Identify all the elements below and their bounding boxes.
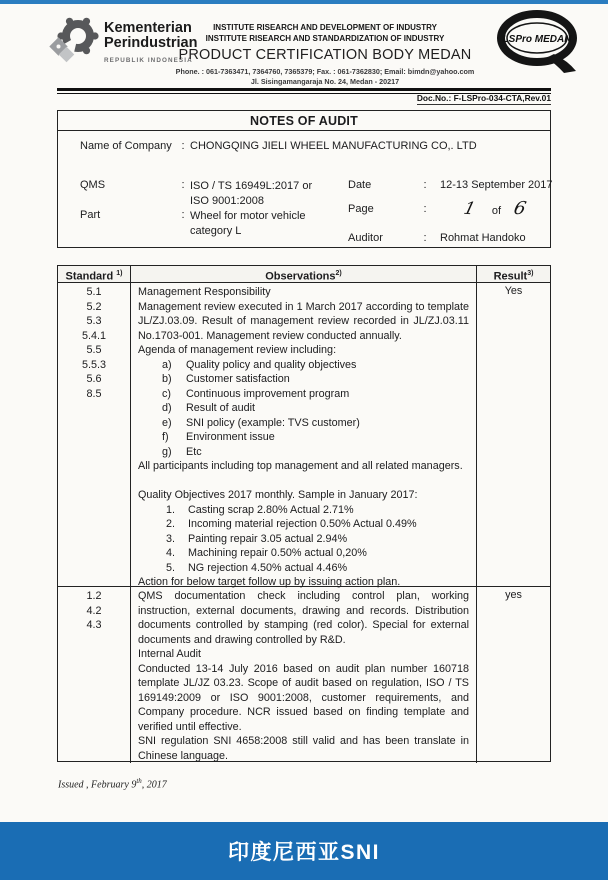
qms-value-line2: ISO 9001:2008 [190,195,265,207]
colon: : [181,179,185,191]
institute-line2: INSTITUTE RISEARCH AND STANDARDIZATION OF INDUSTRY [205,33,445,43]
audit-observations-table [57,265,551,762]
list-item: b) Customer satisfaction [162,373,290,385]
observation-paragraph: QMS documentation check including control plan, working instruction, external documents, drawing and records. Distribution documents controlled by stamping (red color). Special for external documents and drawing controlled by R&D. [138,590,469,646]
footnote-ref-2: 2) [335,270,342,277]
contact-line: Phone. : 061-7363471, 7364760, 7365379; Fax. : 061-7362830; Email: bimdn@yahoo.com [175,67,475,76]
standard-ref: 5.5.3 [81,358,106,371]
list-item: c) Continuous improvement program [162,387,350,400]
footnote-ref-3: 3) [527,270,534,277]
auditor-value: Rohmat Handoko [440,232,526,244]
lspro-medan-stamp-icon [494,8,584,76]
list-item: 4. Machining repair 0.50% actual 0,20% [166,547,367,559]
colon: : [423,232,427,244]
blank-line [138,474,469,489]
result-cell: yes [505,589,522,601]
table-row [58,283,550,587]
kemenperin-gear-icon [44,13,102,71]
standard-refs [58,283,131,590]
list-item: f) Environment issue [162,431,275,443]
handwritten-page-number: 1 [461,198,478,220]
observation-paragraph: Management review executed in 1 March 2017 according to template JL/ZJ.03.09. Result of management review recorded in JL/ZJ.03.11 No.1703-001. Management review conducted annually. [138,300,469,342]
standard-ref: 4.2 [86,604,102,617]
letterhead-center [172,23,478,86]
audit-info-fields [58,131,553,246]
page-value [440,197,529,220]
column-header-observations: Observations$^{2)}$ [131,266,477,282]
colon: : [181,209,185,221]
certification-body-name: PRODUCT CERTIFICATION BODY MEDAN [178,47,472,63]
qms-label: QMS [80,179,106,191]
observations-cell [131,283,477,590]
observation-paragraph: Action for below target follow up by issuing action plan. [138,576,401,588]
field-date [348,179,553,191]
observation-heading: Management Responsibility [138,286,271,298]
top-border-strip [0,0,608,4]
bottom-banner [0,822,608,880]
ministry-subtitle: REPUBLIK INDONESIA [104,57,193,64]
part-value [190,209,306,239]
colon: : [423,203,427,215]
issued-year: , 2017 [141,779,167,791]
field-page [348,197,529,220]
issued-ordinal: th [136,777,142,785]
company-label: Name of Company [80,140,172,152]
colon: : [181,140,185,152]
part-label: Part [80,209,101,221]
list-item: 2. Incoming material rejection 0.50% Actual 0.49% [166,518,417,530]
ministry-line2: Perindustrian [104,35,198,51]
observation-paragraph: Quality Objectives 2017 monthly. Sample in January 2017: [138,489,418,501]
company-value: CHONGQING JIELI WHEEL MANUFACTURING CO,. LTD [190,140,477,152]
date-value: 12-13 September 2017 [440,179,553,191]
standard-ref: 5.6 [86,373,102,385]
qms-value-line1: ISO / TS 16949L:2017 or [190,180,313,192]
issued-date-line [58,777,167,790]
table-header-row [58,266,550,283]
standard-ref: 8.5 [86,387,102,400]
handwritten-page-total: 6 [511,197,529,220]
standard-ref: 5.5 [86,344,102,356]
standard-ref: 4.3 [86,619,102,631]
qms-value [190,179,312,209]
audit-info-box [57,110,551,248]
observation-paragraph: Conducted 13-14 July 2016 based on audit plan number 160718 template JL/JZ 03.23. Scope of audit based on regulation, ISO / TS 169149:2009 or ISO 9001:2008, customer requirements, and Company procedure. NCR issued based on finding template and verified until effective. [138,662,469,733]
auditor-label: Auditor [348,232,383,244]
document-title: NOTES OF AUDIT [58,111,550,131]
page-label: Page [348,203,374,215]
standard-ref: 5.4.1 [81,329,106,342]
page-of-word: of [491,205,502,217]
institute-line1: INSTITUTE RISEARCH AND DEVELOPMENT OF INDUSTRY [213,23,437,32]
list-item: a) Quality policy and quality objectives [162,358,357,371]
doc-number: Doc.No.: F-LSPro-034-CTA,Rev.01 [416,93,551,103]
result-cell: Yes [504,285,523,297]
standard-ref: 5.1 [86,286,102,298]
standard-refs [58,587,131,763]
lspro-medan-label: LSPro MEDAN [502,34,572,45]
field-part [80,209,306,239]
standard-ref: 5.3 [86,315,102,327]
list-item: 3. Painting repair 3.05 actual 2.94% [166,532,348,545]
table-row [58,587,550,761]
address-line: Jl. Sisingamangaraja No. 24, Medan - 20217 [250,77,400,86]
issued-text: Issued , February 9 [58,779,137,791]
ministry-line1: Kementerian [104,20,192,36]
field-auditor [348,232,526,244]
observation-paragraph: Agenda of management review including: [138,344,337,356]
field-company [80,140,477,152]
list-item: 5. NG rejection 4.50% actual 4.46% [166,561,348,574]
list-item: d) Result of audit [162,402,256,414]
standard-ref: 1.2 [86,590,102,602]
part-value-line1: Wheel for motor vehicle [190,210,306,222]
column-header-result: Result$^{3)}$ [493,270,534,283]
standard-ref: 5.2 [86,300,102,313]
observations-cell [131,587,477,763]
part-value-line2: category L [190,225,242,237]
footnote-ref-1: 1) [116,270,123,277]
list-item: 1. Casting scrap 2.80% Actual 2.71% [166,503,354,516]
observation-heading: Internal Audit [138,648,202,660]
date-label: Date [348,179,372,191]
column-header-standard: Standard $^{1)}$ [58,266,131,282]
list-item: e) SNI policy (example: TVS customer) [162,416,360,429]
field-qms [80,179,312,209]
colon: : [423,179,427,191]
observation-paragraph: SNI regulation SNI 4658:2008 still valid and has been translate in Chinese language. [138,735,469,762]
list-item: g) Etc [162,445,202,458]
banner-text: 印度尼西亚SNI [227,841,380,864]
observation-paragraph: All participants including top management and all related managers. [138,460,463,472]
